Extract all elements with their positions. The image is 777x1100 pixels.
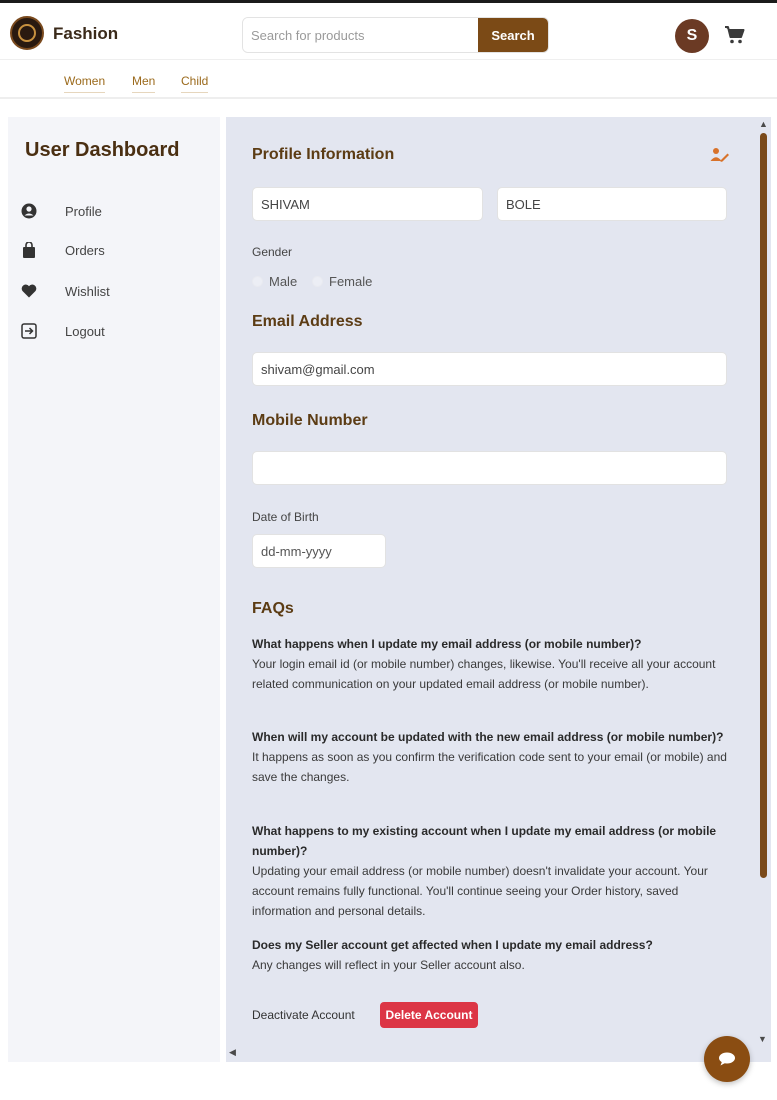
sidebar-item-label: Orders	[65, 242, 105, 258]
sidebar-item-label: Wishlist	[65, 283, 110, 299]
category-nav	[0, 59, 777, 99]
faq-question: What happens to my existing account when I update my email address (or mobile number)?	[252, 824, 717, 858]
faq-question: Does my Seller account get affected when I update my email address?	[252, 938, 653, 952]
nav-child[interactable]: Child	[181, 74, 208, 93]
search-button[interactable]: Search	[478, 18, 548, 52]
faqs-title: FAQs	[252, 600, 294, 617]
search-bar	[242, 17, 549, 53]
sidebar	[8, 117, 220, 1062]
last-name-field[interactable]: BOLE	[497, 187, 727, 221]
nav-women[interactable]: Women	[64, 74, 105, 93]
faq-question: When will my account be updated with the new email address (or mobile number)?	[252, 730, 724, 744]
faq-item	[252, 935, 732, 975]
sidebar-item-profile[interactable]	[18, 198, 208, 224]
faq-answer: It happens as soon as you confirm the verification code sent to your email (or mobile) and save the changes.	[252, 750, 727, 784]
mobile-field[interactable]	[252, 451, 727, 485]
dob-label: Date of Birth	[252, 510, 319, 524]
faq-item	[252, 821, 732, 921]
brand-name[interactable]: Fashion	[53, 24, 119, 43]
sidebar-item-label: Logout	[65, 323, 105, 339]
gender-female-radio[interactable]	[312, 274, 372, 289]
deactivate-account-link[interactable]: Deactivate Account	[252, 1008, 355, 1022]
brand-logo[interactable]	[10, 16, 44, 50]
mobile-section-title: Mobile Number	[252, 412, 368, 429]
faq-question: What happens when I update my email address (or mobile number)?	[252, 637, 642, 651]
dob-field[interactable]: dd-mm-yyyy	[252, 534, 386, 568]
scroll-up-arrow-icon[interactable]: ▲	[759, 119, 768, 129]
email-field[interactable]: shivam@gmail.com	[252, 352, 727, 386]
faq-answer: Your login email id (or mobile number) changes, likewise. You'll receive all your account related communication on your updated email address (or mobile number).	[252, 657, 716, 691]
profile-panel	[226, 117, 771, 1062]
logo-mark	[18, 24, 36, 42]
radio-label: Male	[269, 274, 298, 289]
heart-icon	[18, 280, 40, 302]
nav-men[interactable]: Men	[132, 74, 155, 93]
faq-item	[252, 634, 732, 694]
sidebar-item-orders[interactable]	[18, 237, 208, 263]
search-input[interactable]	[243, 18, 478, 52]
sidebar-title: User Dashboard	[25, 139, 180, 161]
email-section-title: Email Address	[252, 313, 363, 330]
faq-answer: Updating your email address (or mobile number) doesn't invalidate your account. Your account remains fully functional. You'll continue seeing your Order history, saved information and personal details.	[252, 864, 708, 918]
avatar[interactable]: S	[675, 19, 709, 53]
profile-section-title: Profile Information	[252, 146, 395, 163]
edit-profile-icon[interactable]	[710, 147, 730, 163]
chat-button[interactable]	[704, 1036, 750, 1082]
user-circle-icon	[18, 200, 40, 222]
gender-male-radio[interactable]	[252, 274, 297, 289]
sidebar-item-wishlist[interactable]	[18, 278, 208, 304]
scroll-left-arrow-icon[interactable]: ◀	[229, 1047, 236, 1057]
chat-bubble-icon	[718, 1052, 736, 1066]
gender-label: Gender	[252, 245, 293, 259]
sidebar-item-label: Profile	[65, 203, 102, 219]
shopping-bag-icon	[18, 239, 40, 261]
radio-label: Female	[329, 274, 373, 289]
faq-answer: Any changes will reflect in your Seller account also.	[252, 958, 525, 972]
header	[0, 3, 777, 59]
scrollbar-thumb[interactable]	[760, 133, 767, 878]
first-name-field[interactable]: SHIVAM	[252, 187, 483, 221]
logout-icon	[18, 320, 40, 342]
scroll-down-arrow-icon[interactable]: ▼	[758, 1034, 767, 1044]
cart-icon[interactable]	[724, 25, 746, 45]
faq-item	[252, 727, 732, 787]
delete-account-button[interactable]: Delete Account	[380, 1002, 478, 1028]
sidebar-item-logout[interactable]	[18, 318, 208, 344]
radio-dot[interactable]	[252, 276, 263, 287]
radio-dot[interactable]	[312, 276, 323, 287]
